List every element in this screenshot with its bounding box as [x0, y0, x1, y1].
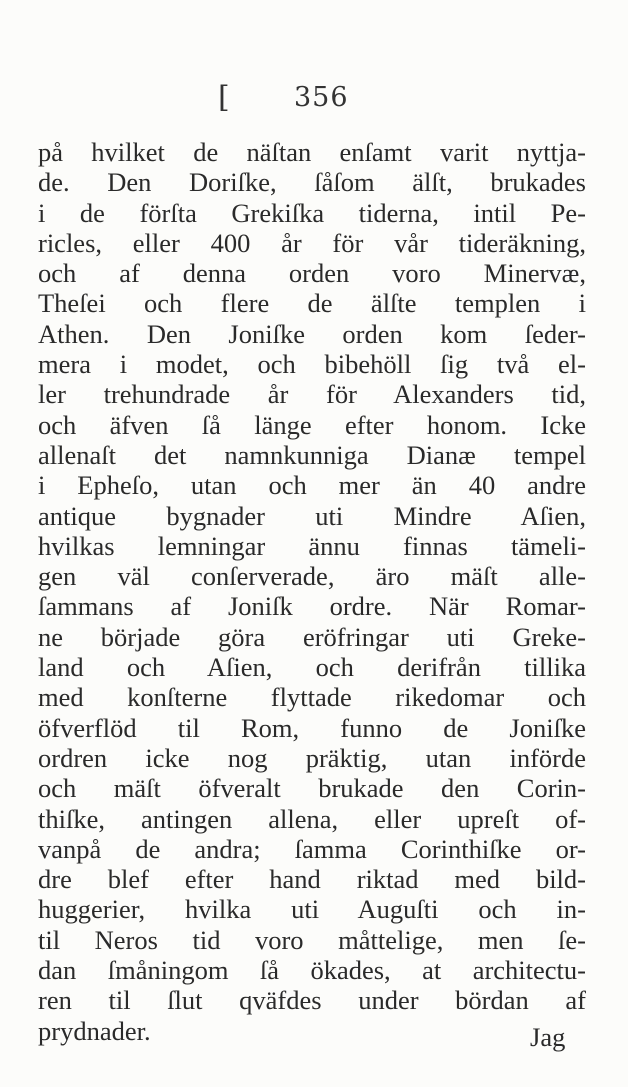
text-line: ordren icke nog präktig, utan införde — [38, 742, 586, 773]
text-line: thiſke, antingen allena, eller upreſt of- — [38, 803, 586, 834]
text-line: dre blef efter hand riktad med bild- — [38, 864, 586, 895]
text-line: i de förſta Grekiſka tiderna, intil Pe- — [38, 197, 586, 228]
text-line: i Epheſo, utan och mer än 40 andre — [38, 470, 586, 501]
text-line: öfverflöd til Rom, funno de Joniſke — [38, 712, 586, 743]
header-bracket: [ — [218, 80, 230, 115]
text-line: och mäſt öfveralt brukade den Corin- — [38, 773, 586, 804]
text-line: mera i modet, och bibehöll ſig två el- — [38, 349, 586, 380]
text-line: ne började göra eröfringar uti Greke- — [38, 621, 586, 652]
page-header — [0, 78, 628, 118]
text-line: på hvilket de näſtan enſamt varit nyttja- — [38, 137, 586, 167]
text-line: til Neros tid voro måttelige, men ſe- — [38, 924, 586, 955]
page-number: 356 — [294, 82, 349, 113]
text-line: och äfven ſå länge efter honom. Icke — [38, 409, 586, 440]
text-line: hvilkas lemningar ännu finnas tämeli- — [38, 530, 586, 561]
text-line: dan ſmåningom ſå ökades, at architectu- — [38, 955, 586, 986]
text-line: prydnader. — [38, 1015, 151, 1046]
catchword: Jag — [530, 1022, 566, 1052]
text-line: med konſterne flyttade rikedomar och — [38, 682, 586, 713]
text-line: allenaſt det namnkunniga Dianæ tempel — [38, 439, 586, 470]
text-line: ler trehundrade år för Alexanders tid, — [38, 379, 586, 410]
text-line: de. Den Doriſke, ſåſom älſt, brukades — [38, 167, 586, 198]
text-line: ſammans af Joniſk ordre. När Romar- — [38, 591, 586, 622]
text-line: huggerier, hvilka uti Auguſti och in- — [38, 894, 586, 925]
text-line: Theſei och flere de älſte templen i — [38, 288, 586, 319]
text-line: ren til ſlut qväfdes under bördan af — [38, 985, 586, 1016]
text-line: antique bygnader uti Mindre Aſien, — [38, 500, 586, 531]
text-line: ricles, eller 400 år för vår tideräkning, — [38, 227, 586, 258]
body-text — [38, 137, 586, 1046]
text-line: vanpå de andra; ſamma Corinthiſke or- — [38, 833, 586, 864]
text-line: och af denna orden voro Minervæ, — [38, 258, 586, 289]
text-line: gen väl conſerverade, äro mäſt alle- — [38, 561, 586, 592]
text-line: land och Aſien, och derifrån tillika — [38, 652, 586, 683]
text-line: Athen. Den Joniſke orden kom ſeder- — [38, 318, 586, 349]
